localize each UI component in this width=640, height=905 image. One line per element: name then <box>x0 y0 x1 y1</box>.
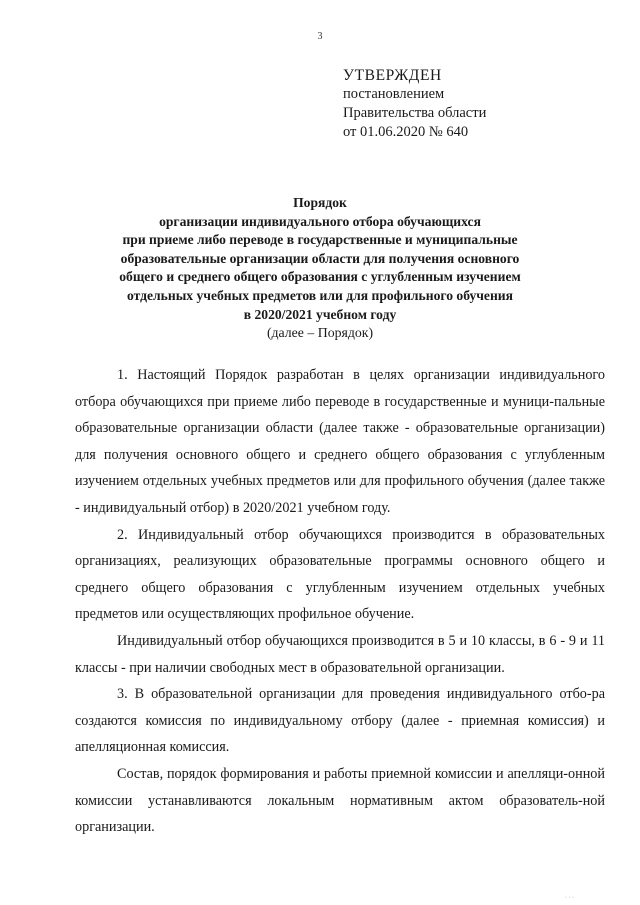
title-line: организации индивидуального отбора обучающихся <box>159 213 481 229</box>
page-number: 3 <box>317 31 323 42</box>
paragraph-2-continued: Индивидуальный отбор обучающихся производится в 5 и 10 классы, в 6 - 9 и 11 классы - при наличии свободных мест в образовательной организации. <box>75 632 605 676</box>
approval-line: Правительства области <box>343 105 487 121</box>
paragraph-3-continued: Состав, порядок формирования и работы приемной комиссии и апелляци-онной комиссии устанавливаются локальным нормативным актом образователь-ной организации. <box>75 765 605 836</box>
paragraph-3: 3. В образовательной организации для проведения индивидуального отбо-ра создаются комиссия по индивидуальному отбору (далее - приемная комиссия) и апелляционная комиссия. <box>75 686 605 756</box>
document-body <box>75 362 605 841</box>
approval-date-line: от 01.06.2020 № 640 <box>343 124 469 140</box>
document-title <box>90 194 550 343</box>
approval-block <box>343 66 613 142</box>
title-line: общего и среднего общего образования с углубленным изучением <box>119 269 521 285</box>
title-line: образовательные организации области для получения основного <box>120 250 520 266</box>
paragraph-1: 1. Настоящий Порядок разработан в целях организации индивидуального отбора обучающихся при приеме либо переводе в государственные и муници-пальные образовательные организации области (далее также - образовательные организации) для получения основного общего и среднего общего образования с углубленным изучением отдельных учебных предметов или для профильного обучения (далее также - индивидуальный отбор) в 2020/2021 учебном году. <box>75 367 605 516</box>
paragraph-2: 2. Индивидуальный отбор обучающихся производится в образовательных организациях, реализующих образовательные программы основного общего и среднего общего образования с углубленным изучением отдельных учебных предметов или осуществляющих профильное обучение. <box>75 526 605 623</box>
title-line: при приеме либо переводе в государственные и муниципальные <box>122 232 518 248</box>
title-line: отдельных учебных предметов или для профильного обучения <box>127 287 513 303</box>
title-note: (далее – Порядок) <box>266 325 374 341</box>
scan-speck: · · · <box>565 895 574 901</box>
title-heading: Порядок <box>293 195 347 210</box>
title-line: в 2020/2021 учебном году <box>243 306 397 322</box>
approval-line: постановлением <box>343 86 445 102</box>
approval-title: УТВЕРЖДЕН <box>343 67 442 84</box>
